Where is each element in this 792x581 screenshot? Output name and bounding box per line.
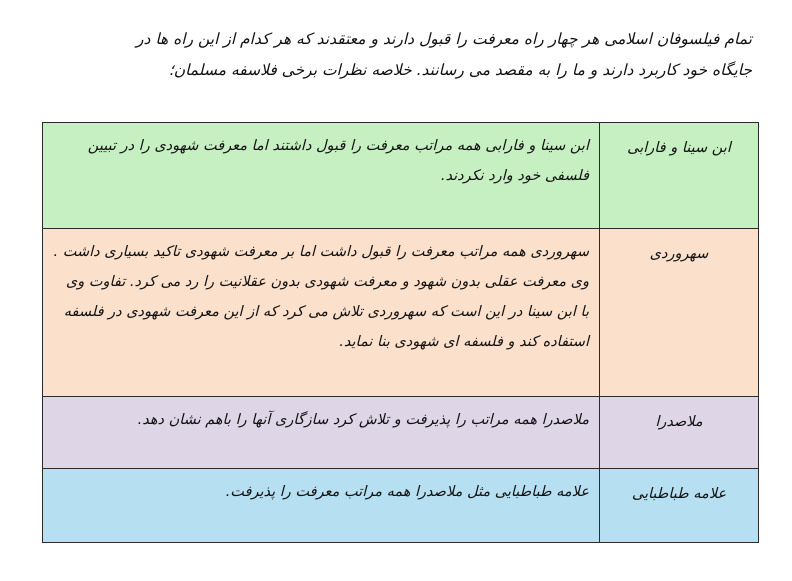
philosopher-view: سهروردی همه مراتب معرفت را قبول داشت اما بر معرفت شهودی تاکید بسیاری داشت . وی معرفت عقلی بدون شهود و معرفت شهودی بدون عقلانیت را رد می کرد. تفاوت وی با ابن سینا در این است که سهروردی تلاش می کرد که از این معرفت شهودی در فلسفه استفاده کند و فلسفه ای شهودی بنا نماید. bbox=[43, 229, 600, 397]
philosopher-view: علامه طباطبایی مثل ملاصدرا همه مراتب معرفت را پذیرفت. bbox=[43, 469, 600, 543]
intro-paragraph bbox=[40, 24, 752, 86]
intro-line-2: جایگاه خود کاربرد دارند و ما را به مقصد می رسانند. خلاصه نظرات برخی فلاسفه مسلمان؛ bbox=[168, 61, 752, 79]
philosopher-name: ابن سینا و فارابی bbox=[600, 123, 759, 229]
table-row-ibn-sina bbox=[43, 123, 759, 229]
philosopher-name: سهروردی bbox=[600, 229, 759, 397]
philosopher-name: علامه طباطبایی bbox=[600, 469, 759, 543]
philosopher-name: ملاصدرا bbox=[600, 397, 759, 469]
philosopher-view: ابن سینا و فارابی همه مراتب معرفت را قبول داشتند اما معرفت شهودی را در تبیین فلسفی خود وارد نکردند. bbox=[43, 123, 600, 229]
table-row-tabatabai bbox=[43, 469, 759, 543]
table-row-suhrawardi bbox=[43, 229, 759, 397]
philosopher-view: ملاصدرا همه مراتب را پذیرفت و تلاش کرد سازگاری آنها را باهم نشان دهد. bbox=[43, 397, 600, 469]
intro-line-1: تمام فیلسوفان اسلامی هر چهار راه معرفت را قبول دارند و معتقدند که هر کدام از این راه ها در bbox=[136, 30, 752, 48]
philosophers-table bbox=[42, 122, 759, 543]
table-row-mulla-sadra bbox=[43, 397, 759, 469]
